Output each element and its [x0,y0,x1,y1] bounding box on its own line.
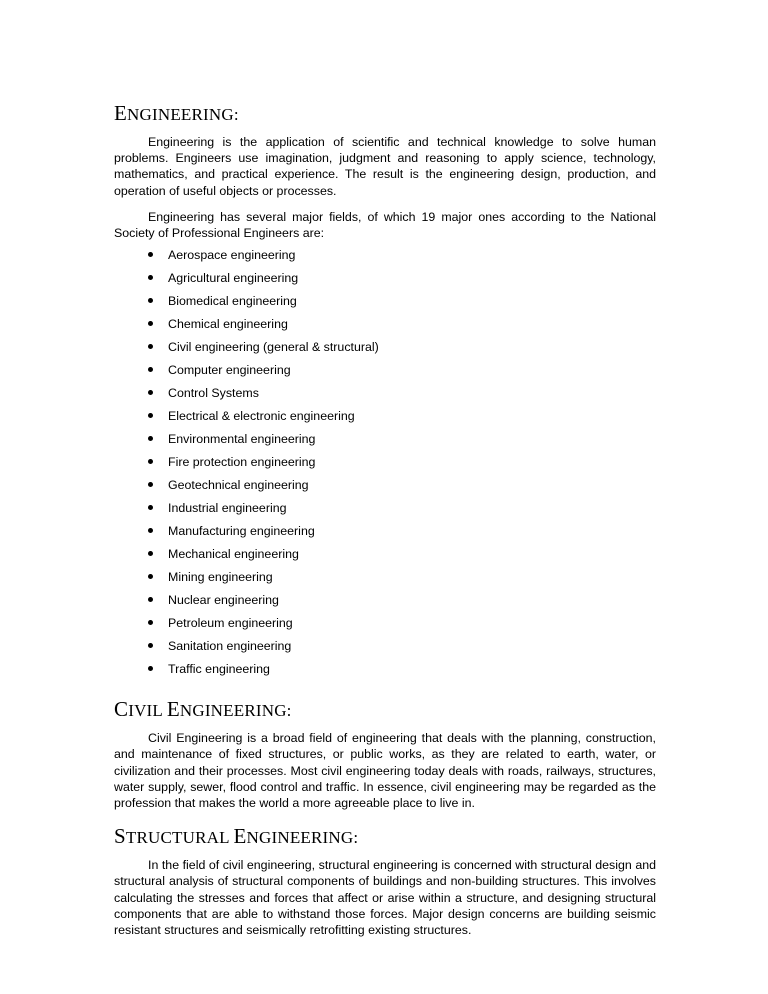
bullet-icon [148,551,153,556]
engineering-definition-paragraph: Engineering is the application of scientific and technical knowledge to solve human problems. Engineers use imagination, judgment and reasoning to apply science, technology, mathematics, and practical experience. The result is the engineering design, production, and operation of useful objects or processes. [114,135,656,198]
list-item: Traffic engineering [114,661,656,684]
civil-engineering-heading: CIVIL ENGINEERING: [114,697,292,722]
list-item: Biomedical engineering [114,293,656,316]
list-item: Sanitation engineering [114,638,656,661]
bullet-icon [148,321,153,326]
bullet-icon [148,459,153,464]
list-item: Chemical engineering [114,316,656,339]
bullet-icon [148,413,153,418]
bullet-icon [148,436,153,441]
list-item: Industrial engineering [114,500,656,523]
bullet-icon [148,482,153,487]
list-item: Mechanical engineering [114,546,656,569]
list-item: Environmental engineering [114,431,656,454]
list-item: Electrical & electronic engineering [114,408,656,431]
bullet-icon [148,390,153,395]
bullet-icon [148,505,153,510]
list-item: Manufacturing engineering [114,523,656,546]
list-item: Petroleum engineering [114,615,656,638]
list-item: Geotechnical engineering [114,477,656,500]
bullet-icon [148,298,153,303]
document-page [114,102,656,938]
list-item: Civil engineering (general & structural) [114,339,656,362]
engineering-fields-intro-paragraph: Engineering has several major fields, of which 19 major ones according to the National Society of Professional Engineers are: [114,209,656,241]
list-item: Mining engineering [114,569,656,592]
bullet-icon [148,367,153,372]
list-item: Agricultural engineering [114,270,656,293]
civil-engineering-paragraph: Civil Engineering is a broad field of engineering that deals with the planning, construction, and maintenance of fixed structures, or public works, as they are related to earth, water, or civilization and their processes. Most civil engineering today deals with roads, railways, structures, water supply, sewer, flood control and traffic. In essence, civil engineering may be regarded as the profession that makes the world a more agreeable place to live in. [114,731,656,811]
bullet-icon [148,528,153,533]
bullet-icon [148,275,153,280]
engineering-heading: ENGINEERING: [114,101,239,125]
bullet-icon [148,643,153,648]
list-item: Nuclear engineering [114,592,656,615]
structural-engineering-heading: STRUCTURAL ENGINEERING: [114,824,359,849]
list-item: Fire protection engineering [114,454,656,477]
list-item: Control Systems [114,385,656,408]
bullet-icon [148,666,153,671]
bullet-icon [148,344,153,349]
structural-engineering-paragraph: In the field of civil engineering, structural engineering is concerned with structural design and structural analysis of structural components of buildings and non-building structures. This involves calculating the stresses and forces that affect or arise within a structure, and designing structural components that are able to withstand those forces. Major design concerns are building seismic resistant structures and seismically retrofitting existing structures. [114,858,656,938]
engineering-fields-list [114,247,656,684]
bullet-icon [148,597,153,602]
bullet-icon [148,252,153,257]
list-item: Computer engineering [114,362,656,385]
bullet-icon [148,574,153,579]
list-item: Aerospace engineering [114,247,656,270]
bullet-icon [148,620,153,625]
